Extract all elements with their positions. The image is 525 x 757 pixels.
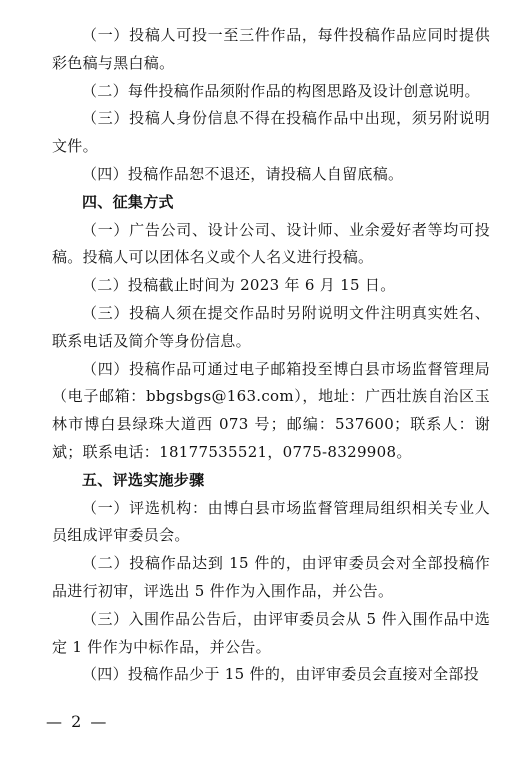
section-heading-collection-method: 四、征集方式 — [82, 192, 174, 211]
paragraph-fewer-submissions: （四）投稿作品少于 15 件的，由评审委员会直接对全部投 — [82, 665, 480, 684]
paragraph-preliminary-review: （二）投稿作品达到 15 件的，由评审委员会对全部投稿作品进行初审，评选出 5 件作为入围作品，并公告。 — [52, 554, 490, 600]
document-body — [52, 22, 490, 689]
paragraph-deadline: （二）投稿截止时间为 2023 年 6 月 15 日。 — [82, 276, 396, 295]
paragraph-no-return: （四）投稿作品恕不退还，请投稿人自留底稿。 — [82, 164, 404, 183]
paragraph-eligible-submitters: （一）广告公司、设计公司、设计师、业余爱好者等均可投稿。投稿人可以团体名义或个人名义进行投稿。 — [52, 220, 490, 267]
paragraph-design-description: （二）每件投稿作品须附作品的构图思路及设计创意说明。 — [82, 81, 480, 100]
paragraph-identity-info: （三）投稿人身份信息不得在投稿作品中出现，须另附说明文件。 — [52, 109, 490, 156]
paragraph-final-selection: （三）入围作品公告后，由评审委员会从 5 件入围作品中选定 1 件作为中标作品，并公告。 — [52, 609, 490, 656]
paragraph-evaluation-body: （一）评选机构：由博白县市场监督管理局组织相关专业人员组成评审委员会。 — [52, 498, 490, 545]
paragraph-contact-info: （四）投稿作品可通过电子邮箱投至博白县市场监督管理局（电子邮箱：bbgsbgs@163.com），地址：广西壮族自治区玉林市博白县绿珠大道西 073 号；邮编：537600；联系人：谢斌；联系电话：18177535521，0775-8329908。 — [52, 359, 490, 461]
page-number: — 2 — — [46, 712, 109, 731]
paragraph-submission-count: （一）投稿人可投一至三件作品，每件投稿作品应同时提供彩色稿与黑白稿。 — [52, 26, 490, 72]
section-heading-evaluation-steps: 五、评选实施步骤 — [82, 470, 205, 489]
paragraph-explanation-file: （三）投稿人须在提交作品时另附说明文件注明真实姓名、联系电话及简介等身份信息。 — [52, 303, 490, 350]
